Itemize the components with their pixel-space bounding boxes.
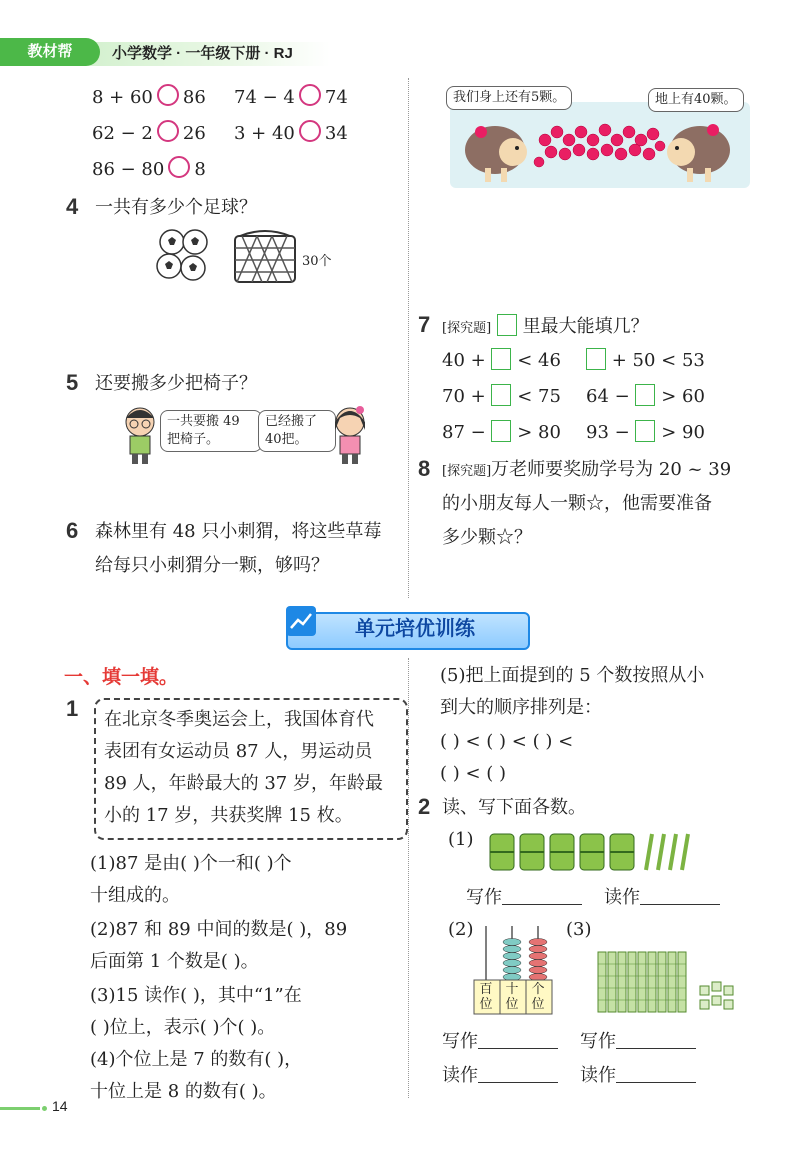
p2-read-2: 读作 xyxy=(442,1064,558,1088)
p1-box-line-2: 表团有女运动员 87 人，男运动员 xyxy=(104,741,373,762)
p1-s1b: 十组成的。 xyxy=(90,885,180,906)
compare-3: 62 − 2 26 xyxy=(92,120,206,146)
p1-s5b: 到大的顺序排列是： xyxy=(440,697,602,718)
soccer-balls-illustration xyxy=(155,228,215,286)
p2-number: 2 xyxy=(418,794,431,819)
q8-line-3: 多少颗☆？ xyxy=(442,527,532,548)
answer-blank[interactable] xyxy=(640,886,720,905)
stick-bundles-illustration xyxy=(486,830,696,874)
answer-blank[interactable] xyxy=(478,1030,558,1049)
answer-blank[interactable] xyxy=(616,1030,696,1049)
answer-circle[interactable] xyxy=(157,84,179,106)
answer-circle[interactable] xyxy=(168,156,190,178)
answer-circle[interactable] xyxy=(299,120,321,142)
footer-dot xyxy=(42,1106,47,1111)
p1-box-line-1: 在北京冬季奥运会上，我国体育代 xyxy=(104,709,374,730)
p2-sub1: (1) xyxy=(448,829,474,850)
compare-2: 74 − 4 74 xyxy=(234,84,348,110)
q7-input-box[interactable] xyxy=(635,420,655,442)
q7-row-1b: + 50 < 53 xyxy=(586,348,705,373)
p2-write-2: 写作 xyxy=(442,1030,558,1054)
q6-line-2: 给每只小刺猬分一颗，够吗？ xyxy=(95,555,329,576)
abacus-label-ones: 个位 xyxy=(531,982,545,1012)
hedgehogs-strawberries-illustration xyxy=(455,110,745,188)
compare-1: 8 + 60 86 xyxy=(92,84,206,110)
p2-sub2: (2) xyxy=(448,919,474,940)
footer-bar xyxy=(0,1107,40,1110)
girl-illustration xyxy=(330,404,370,466)
answer-blank[interactable] xyxy=(502,886,582,905)
cube-blocks-illustration xyxy=(596,950,736,1016)
basket-label: 30个 xyxy=(302,254,332,269)
page-number: 14 xyxy=(52,1098,68,1114)
q7-heading: [探究题] 里最大能填几？ xyxy=(442,316,649,337)
q8-number: 8 xyxy=(418,456,431,481)
q8-line-2: 的小朋友每人一颗☆，他需要准备 xyxy=(442,493,712,514)
q5-bubble-1: 一共要搬 49 把椅子。 xyxy=(160,410,262,452)
q7-row-3b: 93 − > 90 xyxy=(586,422,705,443)
q6-number: 6 xyxy=(66,518,79,543)
part1-title: 一、填一填。 xyxy=(64,667,179,688)
q4-number: 4 xyxy=(66,194,79,219)
p2-sub3: (3) xyxy=(566,919,592,940)
p1-s2a: (2)87 和 89 中间的数是( )，89 xyxy=(90,919,348,940)
p1-s3a: (3)15 读作( )，其中“1”在 xyxy=(90,985,302,1006)
q5-text: 还要搬多少把椅子？ xyxy=(95,373,257,394)
p1-s1a: (1)87 是由( )个一和( )个 xyxy=(90,853,292,874)
p1-s5c: ( ) < ( ) < ( ) < xyxy=(440,731,574,752)
q7-input-box[interactable] xyxy=(491,384,511,406)
abacus-label-tens: 十位 xyxy=(505,982,519,1012)
compare-5: 86 − 80 8 xyxy=(92,156,206,182)
q7-input-box[interactable] xyxy=(635,384,655,406)
p1-box-line-3: 89 人，年龄最大的 37 岁，年龄最 xyxy=(104,773,383,794)
hedgehog-bubble-2: 地上有40颗。 xyxy=(648,88,744,112)
p1-s4a: (4)个位上是 7 的数有( )， xyxy=(90,1049,303,1070)
q7-input-box[interactable] xyxy=(586,348,606,370)
q5-bubble-2: 已经搬了 40把。 xyxy=(258,410,336,452)
q7-input-box[interactable] xyxy=(491,420,511,442)
answer-circle[interactable] xyxy=(157,120,179,142)
p2-write-3: 写作 xyxy=(580,1030,696,1054)
header-bar xyxy=(0,38,330,68)
p2-read-1: 读作 xyxy=(604,886,720,910)
ball-basket-illustration xyxy=(232,228,298,284)
q7-row-1a: 40 + < 46 xyxy=(442,350,561,371)
q7-number: 7 xyxy=(418,312,431,337)
p1-s2b: 后面第 1 个数是( )。 xyxy=(90,951,259,972)
p1-s3b: ( )位上，表示( )个( )。 xyxy=(90,1017,276,1038)
section-banner-title: 单元培优训练 xyxy=(355,618,475,640)
boy-illustration xyxy=(120,404,160,466)
compare-4: 3 + 40 34 xyxy=(234,120,348,146)
q7-row-2a: 70 + < 75 xyxy=(442,386,561,407)
q5-number: 5 xyxy=(66,370,79,395)
p2-read-3: 读作 xyxy=(580,1064,696,1088)
p1-s5d: ( ) < ( ) xyxy=(440,763,507,784)
trend-icon xyxy=(286,606,316,636)
q4-text: 一共有多少个足球？ xyxy=(95,197,257,218)
q7-row-2b: 64 − > 60 xyxy=(586,386,705,407)
q7-row-3a: 87 − > 80 xyxy=(442,422,561,443)
p1-s4b: 十位上是 8 的数有( )。 xyxy=(90,1081,277,1102)
p1-number: 1 xyxy=(66,696,79,721)
answer-blank[interactable] xyxy=(478,1064,558,1083)
abacus-label-hundreds: 百位 xyxy=(479,982,493,1012)
q6-line-1: 森林里有 48 只小刺猬，将这些草莓 xyxy=(95,521,382,542)
answer-blank[interactable] xyxy=(616,1064,696,1083)
green-box-icon xyxy=(497,314,517,336)
answer-circle[interactable] xyxy=(299,84,321,106)
header-badge: 教材帮 xyxy=(0,38,100,66)
p2-text: 读、写下面各数。 xyxy=(442,797,586,818)
q7-input-box[interactable] xyxy=(491,348,511,370)
hedgehog-bubble-1: 我们身上还有5颗。 xyxy=(446,86,572,110)
p1-box-line-4: 小的 17 岁，共获奖牌 15 枚。 xyxy=(104,805,353,826)
header-title: 小学数学 · 一年级下册 · RJ xyxy=(112,45,293,62)
p2-write-1: 写作 xyxy=(466,886,582,910)
q8-line-1: [探究题]万老师要奖励学号为 20 ~ 39 xyxy=(442,459,732,480)
p1-s5a: (5)把上面提到的 5 个数按照从小 xyxy=(440,665,705,686)
